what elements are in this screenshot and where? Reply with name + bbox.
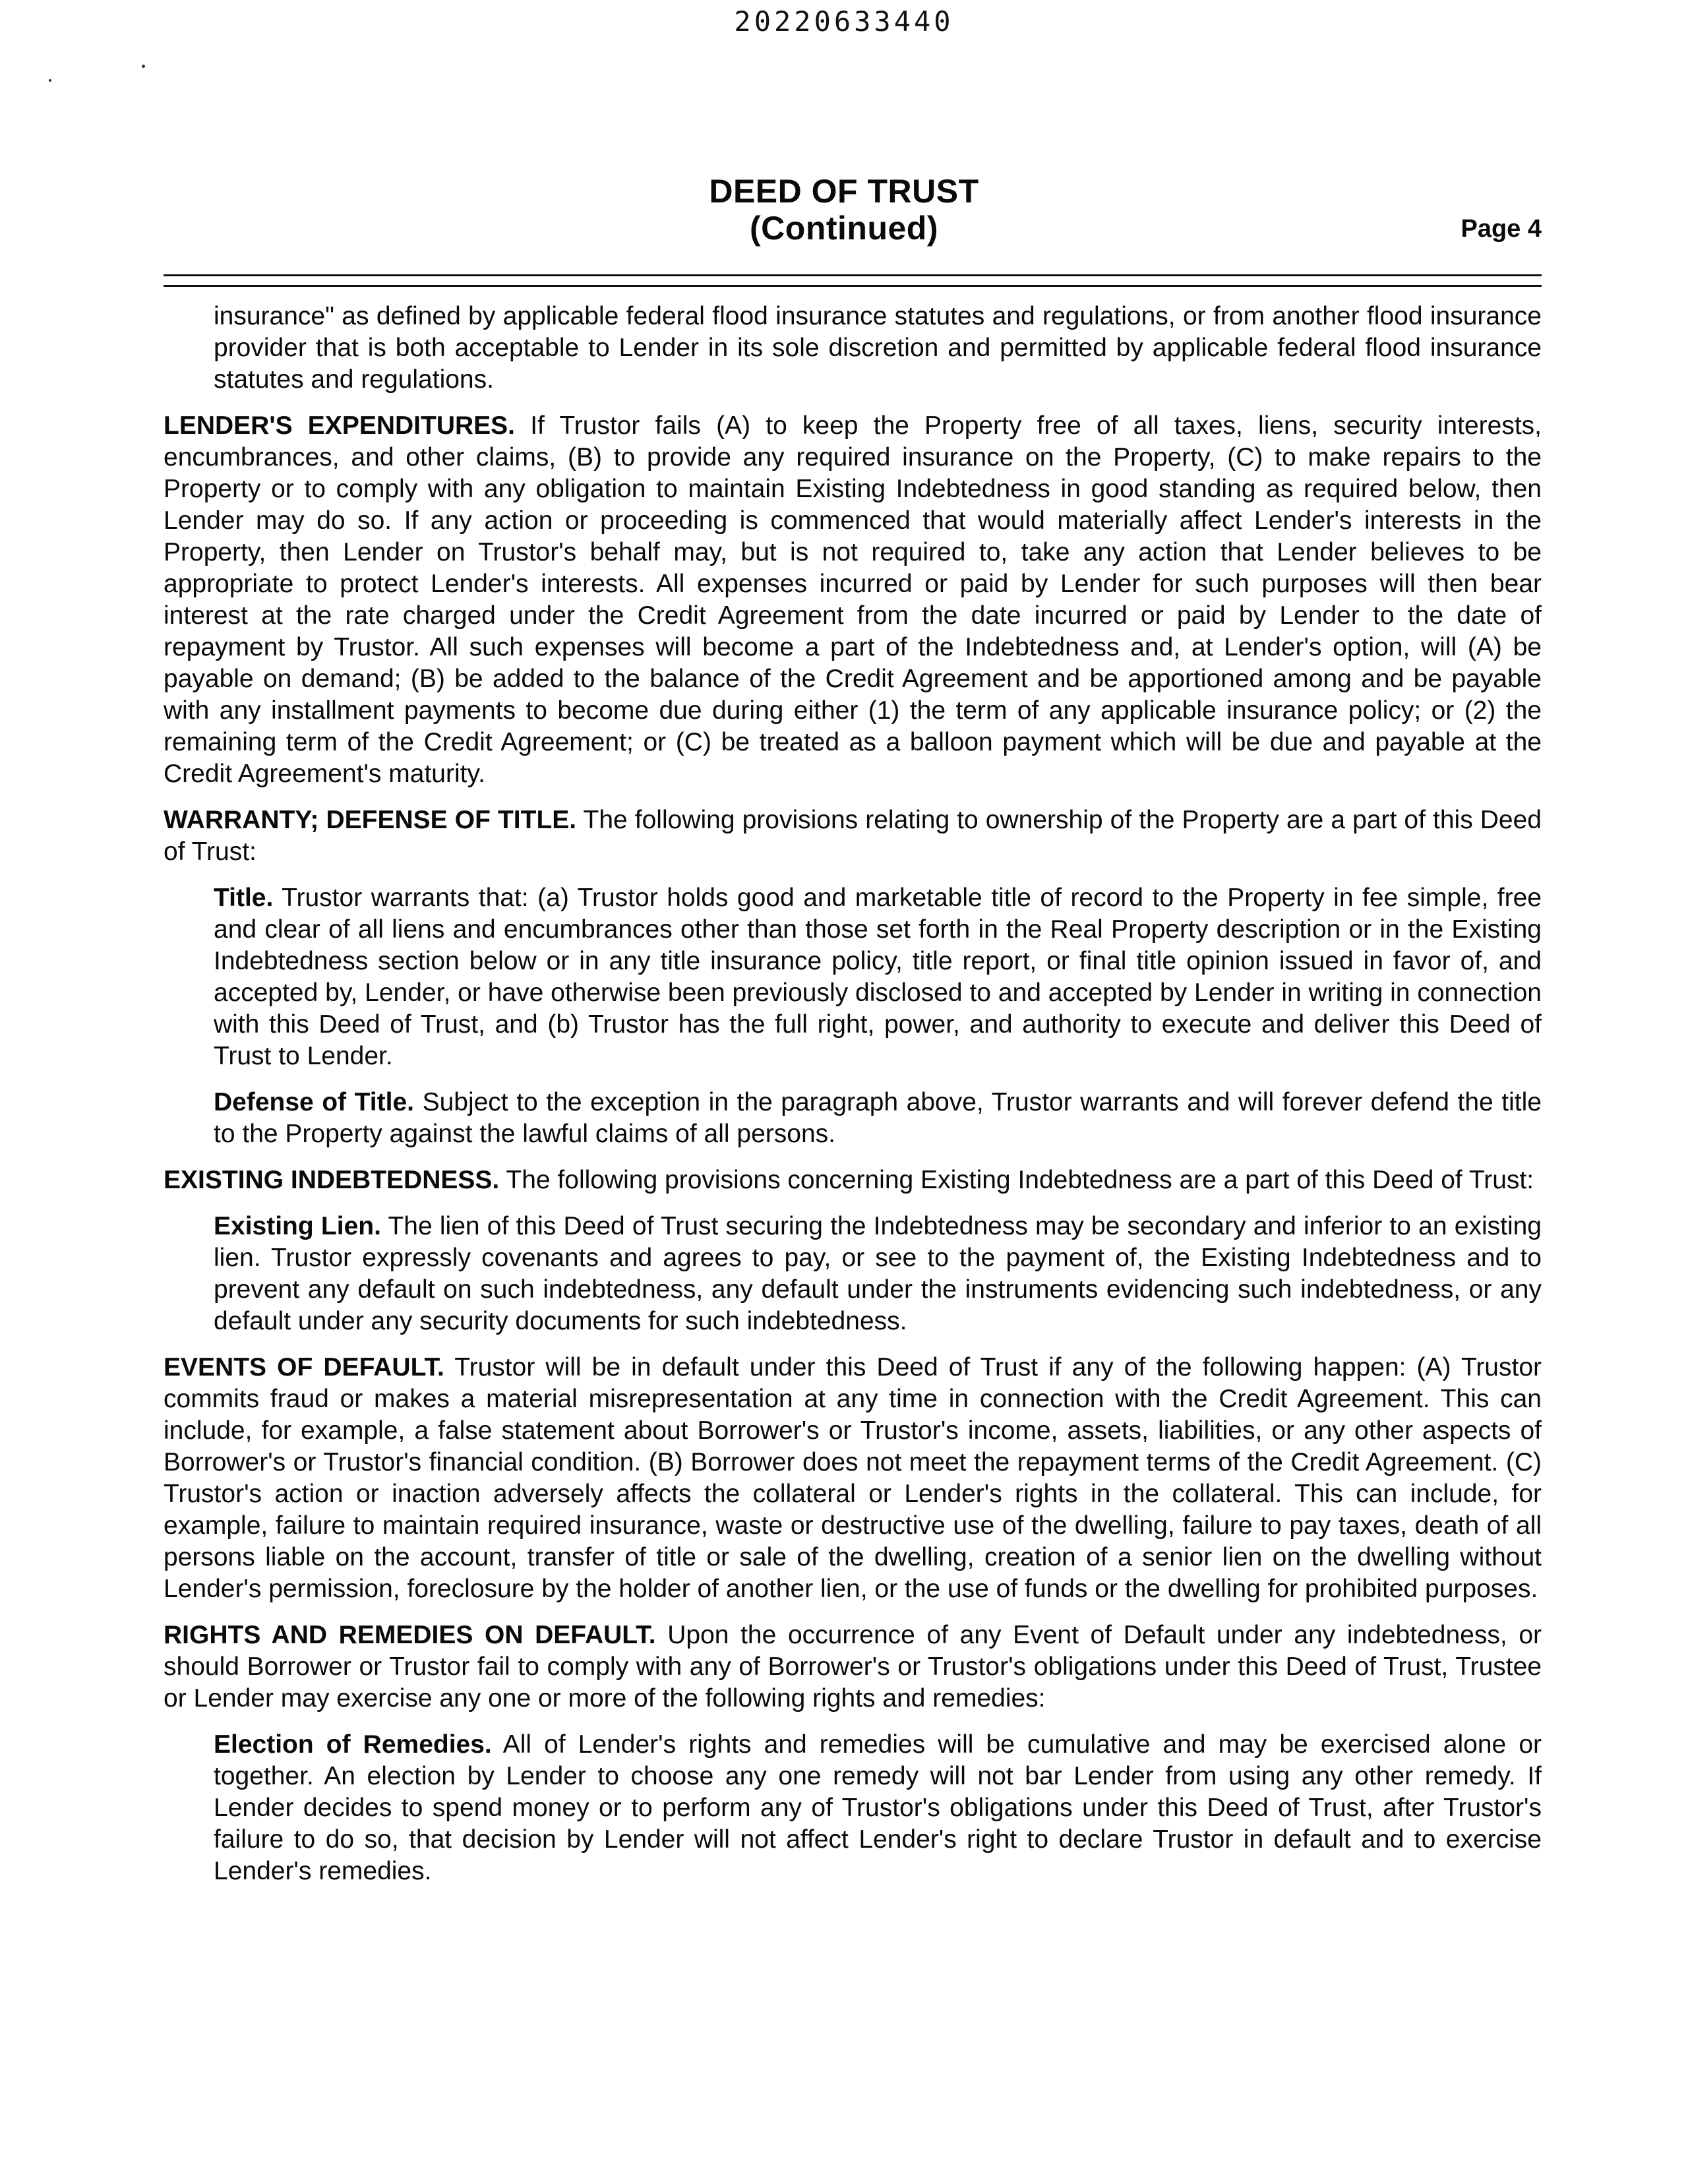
- document-body: [164, 301, 1542, 1902]
- paragraph-events-of-default: [164, 1352, 1542, 1605]
- subsection-heading: Title.: [214, 884, 274, 912]
- document-title-block: [0, 173, 1688, 247]
- paragraph-text: The following provisions relating to ownership of the Property are a part of this Deed of Trust:: [164, 806, 1542, 866]
- paragraph-rights-and-remedies: [164, 1620, 1542, 1714]
- paragraph-lenders-expenditures: [164, 410, 1542, 790]
- paragraph-text: The lien of this Deed of Trust securing the Indebtedness may be secondary and inferior to an existing lien. Trustor expressly covenants and agrees to pay, or see to the payment of, the Existing Indebtedness and to prevent any default on such indebtedness, any default under the instruments evidencing such indebtedness, or any default under any security documents for such indebtedness.: [214, 1212, 1542, 1335]
- paragraph-text: If Trustor fails (A) to keep the Property free of all taxes, liens, security interests, encumbrances, and other claims, (B) to provide any required insurance on the Property, (C) to make repairs to the Property or to comply with any obligation to maintain Existing Indebtedness in good standing as required below, then Lender may do so. If any action or proceeding is commenced that would materially affect Lender's interests in the Property, then Lender on Trustor's behalf may, but is not required to, take any action that Lender believes to be appropriate to protect Lender's interests. All expenses incurred or paid by Lender for such purposes will then bear interest at the rate charged under the Credit Agreement from the date incurred or paid by Lender to the date of repayment by Trustor. All such expenses will become a part of the Indebtedness and, at Lender's option, will (A) be payable on demand; (B) be added to the balance of the Credit Agreement and be apportioned among and be payable with any installment payments to become due during either (1) the term of any applicable insurance policy; or (2) the remaining term of the Credit Agreement; or (C) be treated as a balloon payment which will be due and payable at the Credit Agreement's maturity.: [164, 411, 1542, 788]
- section-heading: WARRANTY; DEFENSE OF TITLE.: [164, 806, 577, 834]
- paragraph-text: The following provisions concerning Existing Indebtedness are a part of this Deed of Trust:: [506, 1166, 1534, 1194]
- recording-number: 20220633440: [734, 5, 954, 38]
- paragraph-text: All of Lender's rights and remedies will be cumulative and may be exercised alone or together. An election by Lender to choose any one remedy will not bar Lender from using any other remedy. If Lender decides to spend money or to perform any of Trustor's obligations under this Deed of Trust, after Trustor's failure to do so, that decision by Lender will not affect Lender's right to declare Trustor in default and to exercise Lender's remedies.: [214, 1730, 1542, 1885]
- paragraph-text: Trustor will be in default under this Deed of Trust if any of the following happen: (A) Trustor commits fraud or makes a material misrepresentation at any time in connection with the Credit Agreement. This can include, for example, a false statement about Borrower's or Trustor's income, assets, liabilities, or any other aspects of Borrower's or Trustor's financial condition. (B) Borrower does not meet the repayment terms of the Credit Agreement. (C) Trustor's action or inaction adversely affects the collateral or Lender's rights in the collateral. This can include, for example, failure to maintain required insurance, waste or destructive use of the dwelling, failure to pay taxes, death of all persons liable on the account, transfer of title or sale of the dwelling, creation of a senior lien on the dwelling without Lender's permission, foreclosure by the holder of another lien, or the use of funds or the dwelling for prohibited purposes.: [164, 1353, 1542, 1603]
- paragraph-defense-of-title: [214, 1087, 1542, 1150]
- paragraph-text: Upon the occurrence of any Event of Default under any indebtedness, or should Borrower or Trustor fail to comply with any of Borrower's or Trustor's obligations under this Deed of Trust, Trustee or Lender may exercise any one or more of the following rights and remedies:: [164, 1621, 1542, 1713]
- paragraph-election-of-remedies: [214, 1729, 1542, 1887]
- paragraph-flood-continuation: [214, 301, 1542, 396]
- paragraph-text: insurance" as defined by applicable federal flood insurance statutes and regulations, or from another flood insurance provider that is both acceptable to Lender in its sole discretion and permitted by applicable federal flood insurance statutes and regulations.: [214, 302, 1542, 394]
- scan-speck: [49, 79, 51, 82]
- paragraph-warranty: [164, 804, 1542, 868]
- section-heading: RIGHTS AND REMEDIES ON DEFAULT.: [164, 1621, 656, 1649]
- scan-speck: [142, 65, 145, 68]
- section-heading: EXISTING INDEBTEDNESS.: [164, 1166, 500, 1194]
- header-rule-top: [164, 274, 1542, 276]
- paragraph-existing-lien: [214, 1211, 1542, 1337]
- section-heading: EVENTS OF DEFAULT.: [164, 1353, 444, 1381]
- section-heading: LENDER'S EXPENDITURES.: [164, 411, 516, 440]
- document-title: DEED OF TRUST: [709, 173, 979, 210]
- paragraph-text: Trustor warrants that: (a) Trustor holds good and marketable title of record to the Property in fee simple, free and clear of all liens and encumbrances other than those set forth in the Real Property description or in the Existing Indebtedness section below or in any title insurance policy, title report, or final title opinion issued in favor of, and accepted by, Lender, or have otherwise been previously disclosed to and accepted by Lender in writing in connection with this Deed of Trust, and (b) Trustor has the full right, power, and authority to execute and deliver this Deed of Trust to Lender.: [214, 884, 1542, 1070]
- paragraph-title: [214, 882, 1542, 1072]
- subsection-heading: Existing Lien.: [214, 1212, 381, 1240]
- document-subtitle: (Continued): [750, 210, 938, 247]
- page-number: Page 4: [1461, 215, 1542, 243]
- paragraph-existing-indebtedness: [164, 1165, 1542, 1196]
- header-rule-bottom: [164, 285, 1542, 287]
- paragraph-text: Subject to the exception in the paragraph above, Trustor warrants and will forever defend the title to the Property against the lawful claims of all persons.: [214, 1088, 1542, 1148]
- subsection-heading: Defense of Title.: [214, 1088, 414, 1116]
- subsection-heading: Election of Remedies.: [214, 1730, 492, 1759]
